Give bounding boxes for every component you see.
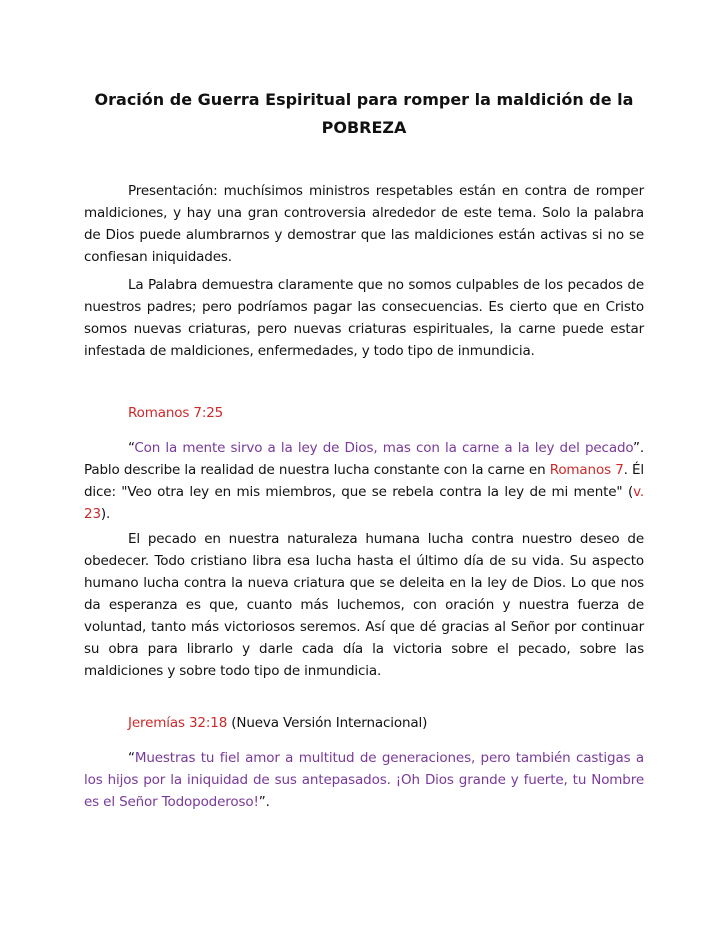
romans-quote: Con la mente sirvo a la ley de Dios, mas con la carne a la ley del pecado [134,440,633,456]
romans-reference-line [84,402,644,424]
jeremiah-reference-line [84,712,644,734]
document-title: Oración de Guerra Espiritual para romper la maldición de la POBREZA [94,90,634,137]
romans-chapter-reference: Romanos 7 [549,462,624,478]
romans-said-text: . Él dice: "Veo otra ley en mis miembros, que se rebela contra la ley de mi mente" ( [84,462,644,500]
verse-close-text: ). [100,506,111,522]
sin-paragraph: El pecado en nuestra naturaleza humana lucha contra nuestro deseo de obedecer. Todo cristiano libra esa lucha hasta el último día de su vida. Su aspecto humano lucha contra la nueva criatura que se deleita en la ley de Dios. Lo que nos da esperanza es que, cuanto más luchemos, con oración y nuestra fuerza de voluntad, tanto más victoriosos seremos. Así que dé gracias al Señor por continuar su obra para librarlo y darle cada día la victoria sobre el pecado, sobre las maldiciones y sobre todo tipo de inmundicia. [84,531,644,679]
jeremiah-reference: Jeremías 32:18 [128,715,228,731]
jeremiah-quote-paragraph [84,747,644,813]
verse-reference: v. 23 [84,484,644,522]
quote-open-mark: “ [128,440,135,456]
second-paragraph: La Palabra demuestra claramente que no somos culpables de los pecados de nuestros padres; pero podríamos pagar las consecuencias. Es cierto que en Cristo somos nuevas criaturas, pero nuevas criaturas espirituales, la carne puede estar infestada de maldiciones, enfermedades, y todo tipo de inmundicia. [84,277,644,359]
jeremiah-quote-open-mark: “ [128,750,135,766]
romans-reference: Romanos 7:25 [128,405,224,421]
romans-commentary: ”. Pablo describe la realidad de nuestra lucha constante con la carne en [84,440,644,478]
jeremiah-quote: Muestras tu fiel amor a multitud de generaciones, pero también castigas a los hijos por la iniquidad de sus antepasados. ¡Oh Dios grande y fuerte, tu Nombre es el Señor Todopoderoso! [84,750,644,810]
jeremiah-version: (Nueva Versión Internacional) [227,715,428,731]
intro-paragraph: Presentación: muchísimos ministros respetables están en contra de romper maldiciones, y hay una gran controversia alrededor de este tema. Solo la palabra de Dios puede alumbrarnos y demostrar que las maldiciones están activas si no se confiesan iniquidades. [84,183,644,265]
romans-quote-paragraph [84,437,644,525]
jeremiah-quote-close-mark: ”. [258,794,270,810]
